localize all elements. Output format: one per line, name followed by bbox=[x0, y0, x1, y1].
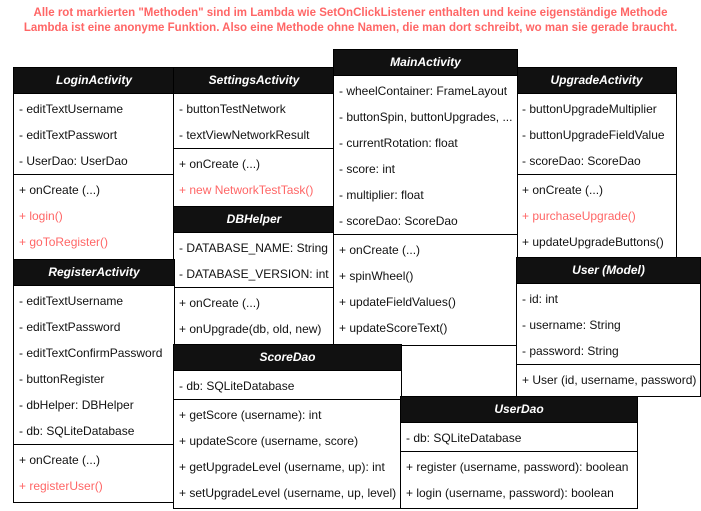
diagram-note bbox=[0, 6, 701, 36]
class-user-dao bbox=[400, 396, 638, 509]
attribute-row: - buttonUpgradeMultiplier bbox=[522, 102, 657, 116]
method-row: + updateUpgradeButtons() bbox=[522, 235, 664, 249]
method-section bbox=[401, 451, 637, 506]
class-title: User (Model) bbox=[517, 258, 700, 284]
method-section bbox=[174, 148, 334, 203]
class-title: DBHelper bbox=[174, 207, 334, 233]
attribute-section bbox=[517, 94, 676, 174]
lambda-method-row: + purchaseUpgrade() bbox=[522, 209, 636, 223]
method-section bbox=[517, 364, 700, 393]
attribute-row: - editTextUsername bbox=[19, 294, 124, 308]
method-row: + onCreate (...) bbox=[19, 453, 101, 467]
attribute-row: - DATABASE_NAME: String bbox=[179, 241, 328, 255]
method-row: + spinWheel() bbox=[339, 269, 414, 283]
attribute-section bbox=[174, 94, 334, 148]
class-title: ScoreDao bbox=[174, 345, 401, 371]
method-row: + User (id, username, password) bbox=[522, 373, 697, 387]
note-line-2: Lambda ist eine anonyme Funktion. Also eine Methode ohne Namen, die man dort schreibt, wo man sie gerade braucht. bbox=[23, 22, 678, 34]
note-line-1: Alle rot markierten "Methoden" sind im Lambda wie SetOnClickListener enthalten und keine eigenständige Methode bbox=[33, 7, 668, 19]
method-row: + onCreate (...) bbox=[179, 296, 261, 310]
attribute-section bbox=[174, 371, 401, 399]
attribute-section bbox=[334, 76, 517, 234]
method-row: + updateScore (username, score) bbox=[179, 434, 359, 448]
class-title: LoginActivity bbox=[14, 68, 174, 94]
attribute-row: - editTextPasswort bbox=[19, 128, 118, 142]
class-upgrade-activity bbox=[516, 67, 677, 261]
lambda-method-row: + login() bbox=[19, 209, 63, 223]
attribute-row: - scoreDao: ScoreDao bbox=[522, 154, 641, 168]
method-row: + updateScoreText() bbox=[339, 321, 448, 335]
lambda-method-row: + registerUser() bbox=[19, 479, 103, 493]
method-row: + onCreate (...) bbox=[339, 243, 421, 257]
attribute-section bbox=[401, 423, 637, 451]
attribute-row: - username: String bbox=[522, 318, 621, 332]
method-row: + onCreate (...) bbox=[522, 183, 604, 197]
attribute-section bbox=[14, 94, 174, 174]
class-title: MainActivity bbox=[334, 50, 517, 76]
attribute-row: - db: SQLiteDatabase bbox=[406, 431, 522, 445]
class-user-model bbox=[516, 257, 701, 397]
method-section bbox=[334, 234, 517, 341]
method-row: + getUpgradeLevel (username, up): int bbox=[179, 460, 385, 474]
method-row: + onCreate (...) bbox=[19, 183, 101, 197]
attribute-row: - buttonUpgradeFieldValue bbox=[522, 128, 665, 142]
method-row: + onUpgrade(db, old, new) bbox=[179, 322, 322, 336]
attribute-section bbox=[14, 286, 174, 444]
method-row: + register (username, password): boolean bbox=[406, 460, 629, 474]
method-section bbox=[174, 399, 401, 506]
attribute-row: - dbHelper: DBHelper bbox=[19, 398, 134, 412]
attribute-row: - DATABASE_VERSION: int bbox=[179, 267, 329, 281]
attribute-row: - id: int bbox=[522, 292, 559, 306]
method-section bbox=[517, 174, 676, 255]
method-row: + login (username, password): boolean bbox=[406, 486, 614, 500]
lambda-method-row: + new NetworkTestTask() bbox=[179, 183, 314, 197]
attribute-row: - editTextPassword bbox=[19, 320, 121, 334]
class-score-dao bbox=[173, 344, 402, 509]
attribute-row: - buttonTestNetwork bbox=[179, 102, 286, 116]
attribute-row: - editTextConfirmPassword bbox=[19, 346, 163, 360]
method-section bbox=[174, 287, 334, 342]
method-section bbox=[14, 444, 174, 499]
attribute-row: - buttonSpin, buttonUpgrades, ... bbox=[339, 110, 513, 124]
class-main-activity bbox=[333, 49, 518, 346]
attribute-row: - editTextUsername bbox=[19, 102, 124, 116]
attribute-row: - password: String bbox=[522, 344, 619, 358]
method-row: + setUpgradeLevel (username, up, level) bbox=[179, 486, 397, 500]
class-login-activity bbox=[13, 67, 175, 261]
attribute-row: - currentRotation: float bbox=[339, 136, 458, 150]
class-title: UserDao bbox=[401, 397, 637, 423]
method-row: + getScore (username): int bbox=[179, 408, 322, 422]
attribute-section bbox=[174, 233, 334, 287]
attribute-section bbox=[517, 284, 700, 364]
method-row: + onCreate (...) bbox=[179, 157, 261, 171]
class-db-helper bbox=[173, 206, 335, 346]
attribute-row: - UserDao: UserDao bbox=[19, 154, 128, 168]
method-section bbox=[14, 174, 174, 255]
method-row: + updateFieldValues() bbox=[339, 295, 456, 309]
class-title: UpgradeActivity bbox=[517, 68, 676, 94]
attribute-row: - wheelContainer: FrameLayout bbox=[339, 84, 508, 98]
attribute-row: - textViewNetworkResult bbox=[179, 128, 310, 142]
lambda-method-row: + goToRegister() bbox=[19, 235, 109, 249]
attribute-row: - score: int bbox=[339, 162, 396, 176]
attribute-row: - scoreDao: ScoreDao bbox=[339, 214, 458, 228]
attribute-row: - buttonRegister bbox=[19, 372, 105, 386]
attribute-row: - db: SQLiteDatabase bbox=[19, 424, 135, 438]
class-title: RegisterActivity bbox=[14, 260, 174, 286]
attribute-row: - db: SQLiteDatabase bbox=[179, 379, 295, 393]
class-register-activity bbox=[13, 259, 175, 503]
attribute-row: - multiplier: float bbox=[339, 188, 424, 202]
class-title: SettingsActivity bbox=[174, 68, 334, 94]
class-settings-activity bbox=[173, 67, 335, 207]
